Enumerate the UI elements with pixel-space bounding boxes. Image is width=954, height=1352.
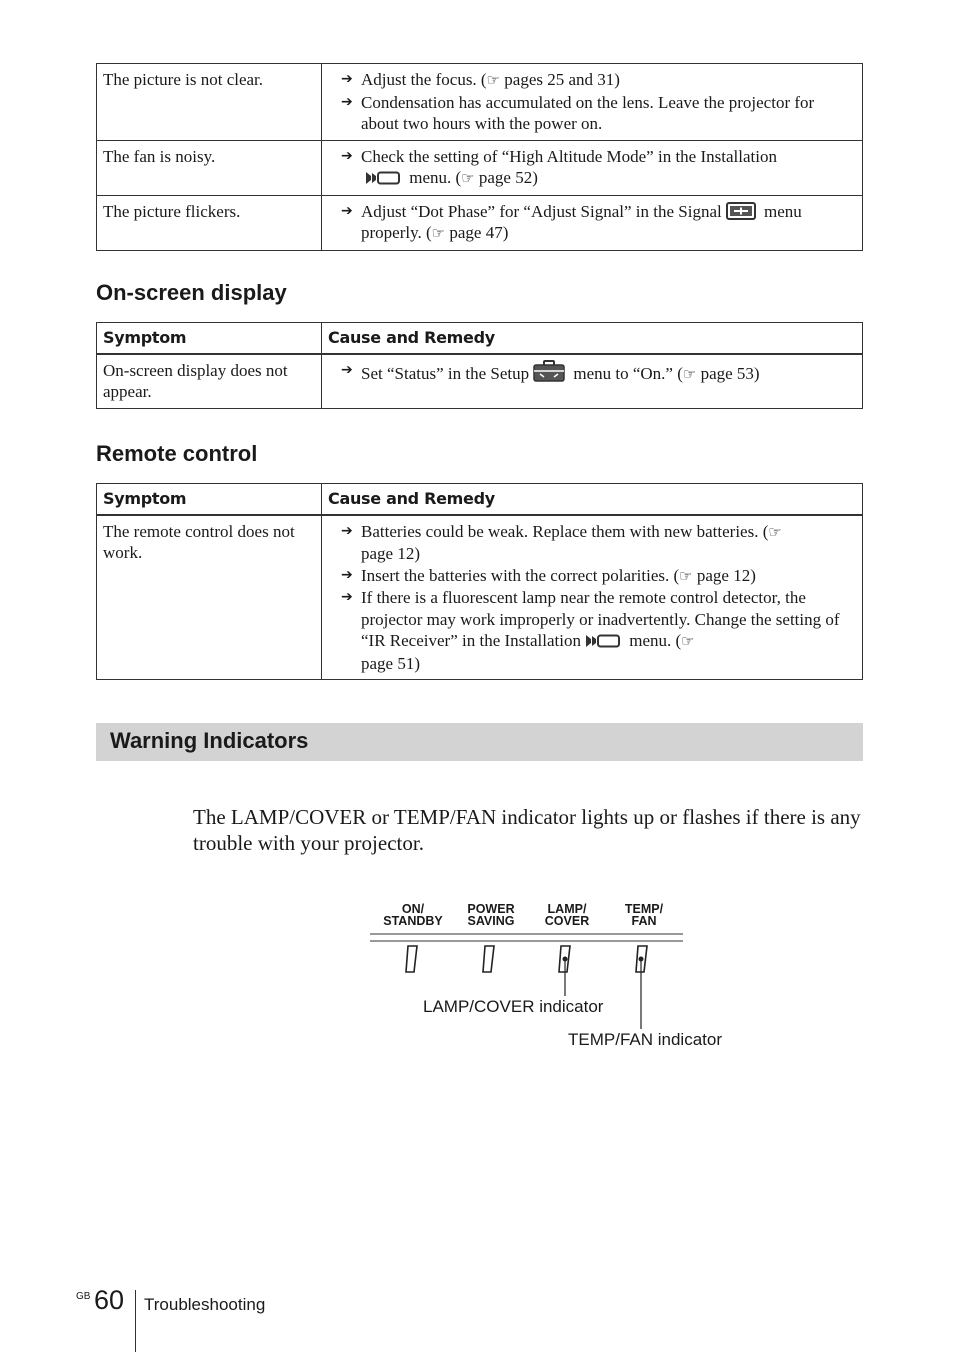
remedy-cell — [322, 354, 863, 409]
indicator-label-temp-fan: TEMP/ FAN — [624, 902, 664, 928]
remedy-cell — [322, 195, 863, 250]
indicator-power-saving — [483, 946, 494, 972]
symptom-cell: The fan is noisy. — [97, 140, 322, 195]
arrow-icon: ➔ — [341, 93, 353, 110]
arrow-icon: ➔ — [341, 361, 353, 378]
column-header-symptom: Symptom — [97, 484, 322, 515]
table-row — [97, 195, 863, 250]
indicator-label-lamp-cover: LAMP/ COVER — [544, 902, 590, 928]
footer-divider — [135, 1290, 136, 1352]
troubleshooting-table-onscreen — [96, 322, 863, 409]
installation-menu-icon — [365, 170, 401, 186]
arrow-icon: ➔ — [341, 71, 353, 87]
symptom-cell: The remote control does not work. — [97, 515, 322, 680]
remedy-item: ➔ Batteries could be weak. Replace them with new batteries. (☞ page 12) — [341, 521, 782, 563]
table-header-row — [97, 323, 863, 354]
section-banner-warning-indicators — [96, 723, 863, 761]
section-heading-onscreen-display: On-screen display — [96, 280, 287, 305]
remedy-cell — [322, 64, 863, 141]
indicator-label-on-standby: ON/ STANDBY — [383, 902, 443, 928]
indicator-lamp-cover — [559, 946, 570, 996]
column-header-symptom: Symptom — [97, 323, 322, 354]
symptom-cell: The picture is not clear. — [97, 64, 322, 141]
page-reference-icon: ☞ — [486, 71, 501, 89]
troubleshooting-table-picture — [96, 63, 863, 251]
signal-menu-icon — [726, 202, 756, 220]
table-row — [97, 64, 863, 141]
symptom-cell: On-screen display does not appear. — [97, 354, 322, 409]
arrow-icon: ➔ — [341, 566, 353, 583]
table-row — [97, 140, 863, 195]
remedy-item: ➔ Set “Status” in the Setup menu to “On.” (☞ page 53) — [341, 361, 760, 383]
page-reference-icon: ☞ — [681, 632, 695, 650]
table-row — [97, 354, 863, 409]
indicator-label-power-saving: POWER SAVING — [467, 902, 515, 928]
indicator-temp-fan — [636, 946, 647, 1029]
arrow-icon: ➔ — [341, 589, 353, 605]
warning-intro-text: The LAMP/COVER or TEMP/FAN indicator lights up or flashes if there is any trouble with your projector. — [193, 805, 861, 855]
remedy-item: ➔ Insert the batteries with the correct polarities. (☞ page 12) — [341, 565, 756, 585]
page-reference-icon: ☞ — [431, 224, 446, 242]
column-header-cause: Cause and Remedy — [322, 484, 863, 515]
page-number: 60 — [94, 1285, 125, 1315]
arrow-icon: ➔ — [341, 147, 353, 164]
footer-region-code: GB — [76, 1291, 91, 1302]
indicator-on-standby — [406, 946, 417, 972]
remedy-item: ➔ If there is a fluorescent lamp near the remote control detector, the projector may work improperly or inadvertently. Change the setting of “IR Receiver” in the Installation menu. (☞ page 51) — [341, 588, 840, 673]
remedy-item: ➔ Condensation has accumulated on the lens. Leave the projector for about two hours with the power on. — [341, 92, 815, 133]
remedy-cell — [322, 140, 863, 195]
table-header-row — [97, 484, 863, 515]
remedy-item: ➔ Adjust “Dot Phase” for “Adjust Signal” in the Signal menu properly. (☞ page 47) — [341, 201, 802, 242]
page-reference-icon: ☞ — [679, 566, 693, 585]
column-header-cause: Cause and Remedy — [322, 323, 863, 354]
troubleshooting-table-remote — [96, 483, 863, 680]
remedy-item: ➔ Adjust the focus. (☞ pages 25 and 31) — [341, 70, 620, 89]
arrow-icon: ➔ — [341, 522, 353, 539]
remedy-item: ➔ Check the setting of “High Altitude Mode” in the Installation menu. (☞ page 52) — [341, 146, 777, 187]
page-reference-icon: ☞ — [461, 169, 475, 187]
remedy-cell — [322, 515, 863, 680]
page-reference-icon: ☞ — [682, 364, 697, 383]
section-heading-warning-indicators: Warning Indicators — [110, 728, 309, 753]
installation-menu-icon — [585, 633, 621, 649]
section-heading-remote-control: Remote control — [96, 441, 258, 466]
page-reference-icon: ☞ — [768, 522, 782, 541]
table-row — [97, 515, 863, 680]
footer-section-name: Troubleshooting — [144, 1295, 266, 1314]
callout-temp-fan-indicator: TEMP/FAN indicator — [568, 1030, 722, 1049]
symptom-cell: The picture flickers. — [97, 195, 322, 250]
setup-menu-icon — [533, 360, 565, 382]
arrow-icon: ➔ — [341, 202, 353, 219]
callout-lamp-cover-indicator: LAMP/COVER indicator — [423, 997, 604, 1016]
